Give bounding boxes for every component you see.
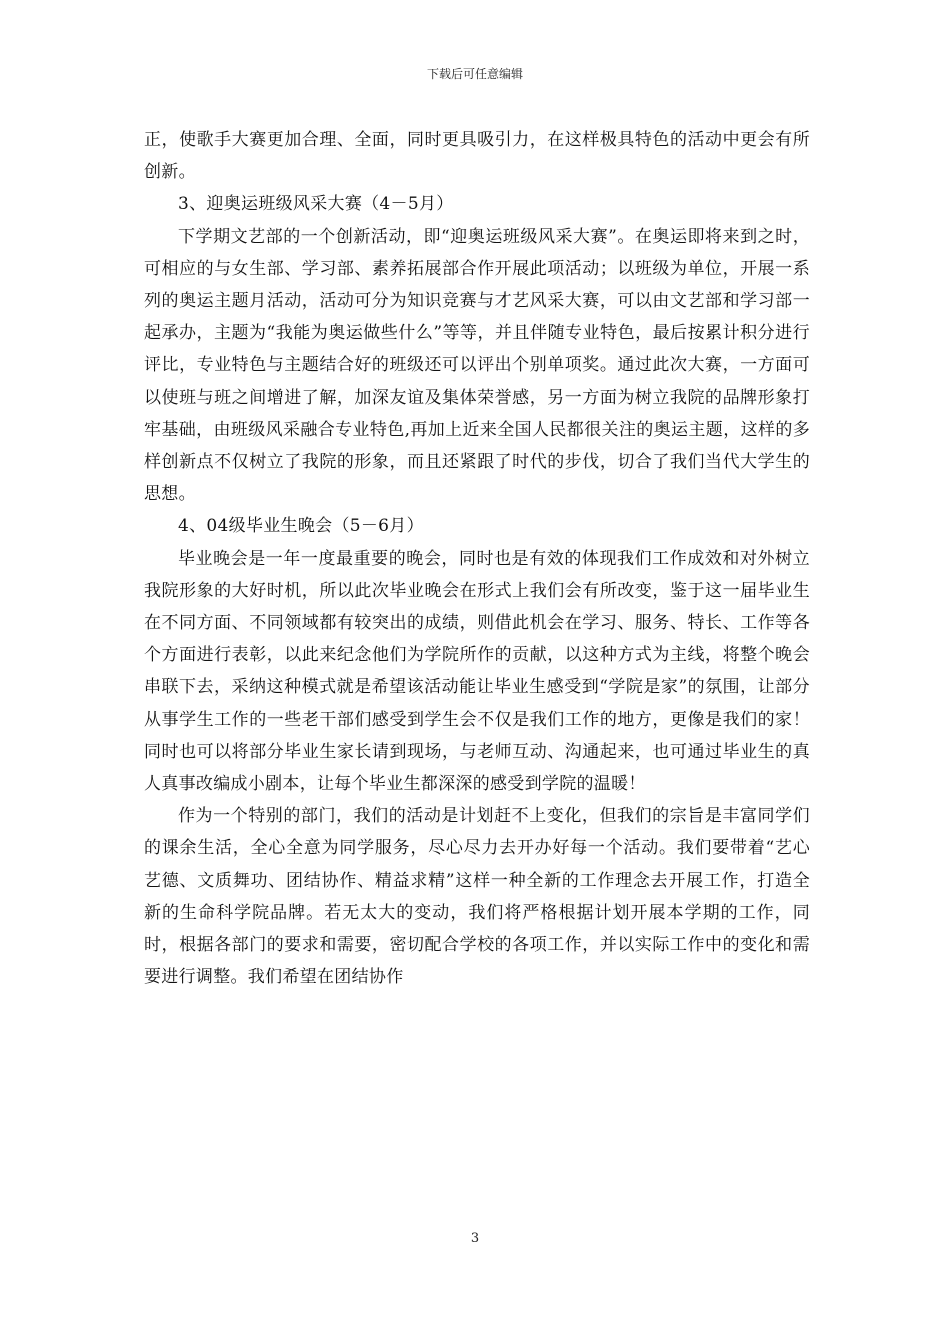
paragraph-graduation-gala: 毕业晚会是一年一度最重要的晚会，同时也是有效的体现我们工作成效和对外树立我院形象的大好时机，所以此次毕业晚会在形式上我们会有所改变，鉴于这一届毕业生在不同方面、不同领域都有较突出的成绩，则借此机会在学习、服务、特长、工作等各个方面进行表彰，以此来纪念他们为学院所作的贡献，以这种方式为主线，将整个晚会串联下去，采纳这种模式就是希望该活动能让毕业生感受到“学院是家”的氛围，让部分从事学生工作的一些老干部们感受到学生会不仅是我们工作的地方，更像是我们的家！同时也可以将部分毕业生家长请到现场，与老师互动、沟通起来，也可通过毕业生的真人真事改编成小剧本，让每个毕业生都深深的感受到学院的温暖！ [144, 548, 810, 795]
paragraph-class-contest: 下学期文艺部的一个创新活动，即“迎奥运班级风采大赛”。在奥运即将来到之时，可相应的与女生部、学习部、素养拓展部合作开展此项活动；以班级为单位，开展一系列的奥运主题月活动，活动可分为知识竞赛与才艺风采大赛，可以由文艺部和学习部一起承办，主题为“我能为奥运做些什么”等等，并且伴随专业特色，最后按累计积分进行评比，专业特色与主题结合好的班级还可以评出个别单项奖。通过此次大赛，一方面可以使班与班之间增进了解，加深友谊及集体荣誉感，另一方面为树立我院的品牌形象打牢基础，由班级风采融合专业特色,再加上近来全国人民都很关注的奥运主题，这样的多样创新点不仅树立了我院的形象，而且还紧跟了时代的步伐，切合了我们当代大学生的思想。 [144, 226, 810, 505]
page-header-note: 下载后可任意编辑 [426, 67, 523, 81]
document-body [144, 124, 810, 993]
page-number: 3 [470, 1231, 480, 1246]
paragraph-department-summary: 作为一个特别的部门，我们的活动是计划赶不上变化，但我们的宗旨是丰富同学们的课余生活，全心全意为同学服务，尽心尽力去开办好每一个活动。我们要带着“艺心艺德、文质舞功、团结协作、精益求精”这样一种全新的工作理念去开展工作，打造全新的生命科学院品牌。若无太大的变动，我们将严格根据计划开展本学期的工作，同时，根据各部门的要求和需要，密切配合学校的各项工作，并以实际工作中的变化和需要进行调整。我们希望在团结协作 [144, 806, 810, 988]
section-heading-class-contest: 3、迎奥运班级风采大赛（4－5月） [178, 194, 454, 215]
paragraph-continued: 正，使歌手大赛更加合理、全面，同时更具吸引力，在这样极具特色的活动中更会有所创新。 [144, 130, 810, 183]
section-heading-graduation-gala: 4、04级毕业生晚会（5－6月） [178, 516, 424, 537]
